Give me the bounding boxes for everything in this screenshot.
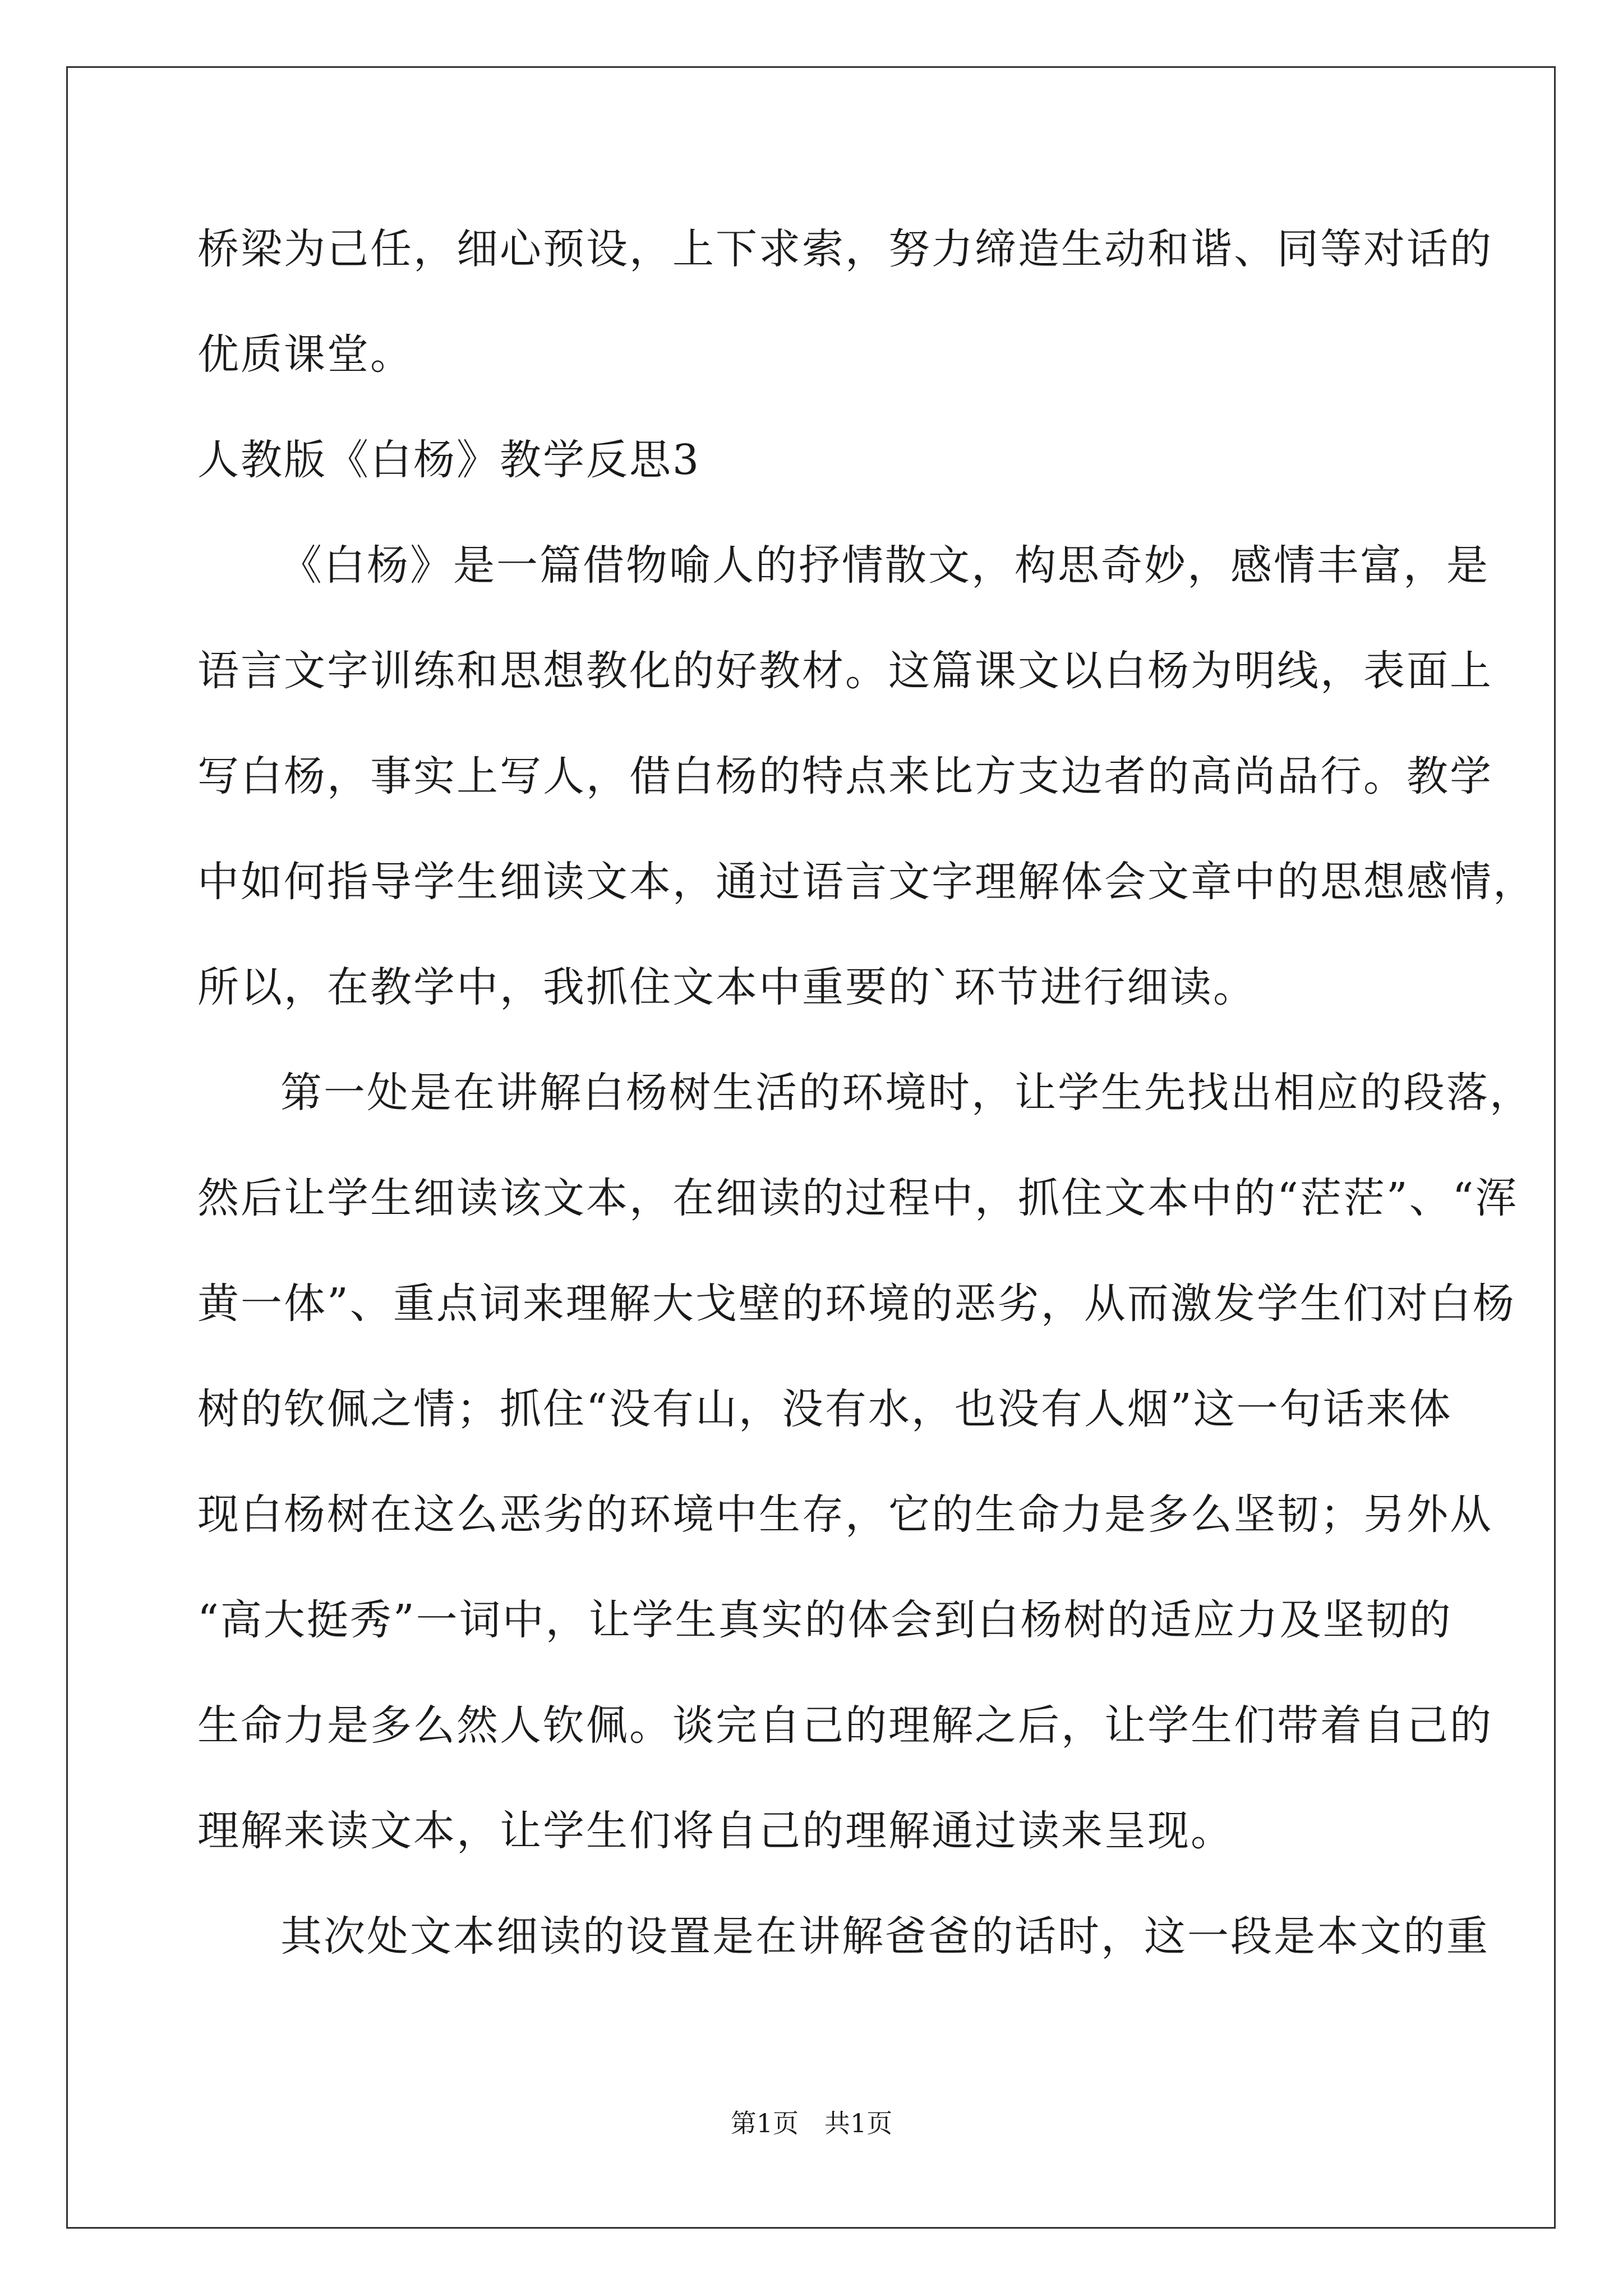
text-line: 写白杨，事实上写人，借白杨的特点来比方支边者的高尚品行。教学 bbox=[197, 752, 1493, 800]
paragraph-start-line: 《白杨》是一篇借物喻人的抒情散文，构思奇妙，感情丰富，是 bbox=[280, 541, 1490, 590]
text-line: 优质课堂。 bbox=[197, 330, 413, 379]
paragraph-start-line: 第一处是在讲解白杨树生活的环境时，让学生先找出相应的段落， bbox=[280, 1069, 1533, 1117]
text-line: 现白杨树在这么恶劣的环境中生存，它的生命力是多么坚韧；另外从 bbox=[197, 1490, 1493, 1539]
document-body bbox=[197, 196, 1536, 1989]
text-line: 桥梁为己任，细心预设，上下求索，努力缔造生动和谐、同等对话的 bbox=[197, 225, 1493, 273]
text-line: 然后让学生细读该文本，在细读的过程中，抓住文本中的“茫茫”、“浑 bbox=[197, 1174, 1519, 1222]
text-line: 语言文字训练和思想教化的好教材。这篇课文以白杨为明线，表面上 bbox=[197, 647, 1493, 695]
text-line: 理解来读文本，让学生们将自己的理解通过读来呈现。 bbox=[197, 1807, 1234, 1855]
paragraph-start-line: 其次处文本细读的设置是在讲解爸爸的话时，这一段是本文的重 bbox=[280, 1912, 1490, 1961]
text-line: 生命力是多么然人钦佩。谈完自己的理解之后，让学生们带着自己的 bbox=[197, 1701, 1493, 1750]
text-line: 所以，在教学中，我抓住文本中重要的`环节进行细读。 bbox=[197, 963, 1256, 1011]
section-heading: 人教版《白杨》教学反思3 bbox=[197, 436, 701, 484]
page-footer: 第1页 共1页 bbox=[730, 2108, 893, 2138]
text-line: 黄一体”、重点词来理解大戈壁的环境的恶劣，从而激发学生们对白杨 bbox=[197, 1280, 1516, 1328]
text-line: “高大挺秀”一词中，让学生真实的体会到白杨树的适应力及坚韧的 bbox=[197, 1596, 1453, 1644]
text-line: 中如何指导学生细读文本，通过语言文字理解体会文章中的思想感情， bbox=[197, 858, 1536, 906]
text-line: 树的钦佩之情；抓住“没有山，没有水，也没有人烟”这一句话来体 bbox=[197, 1385, 1453, 1433]
